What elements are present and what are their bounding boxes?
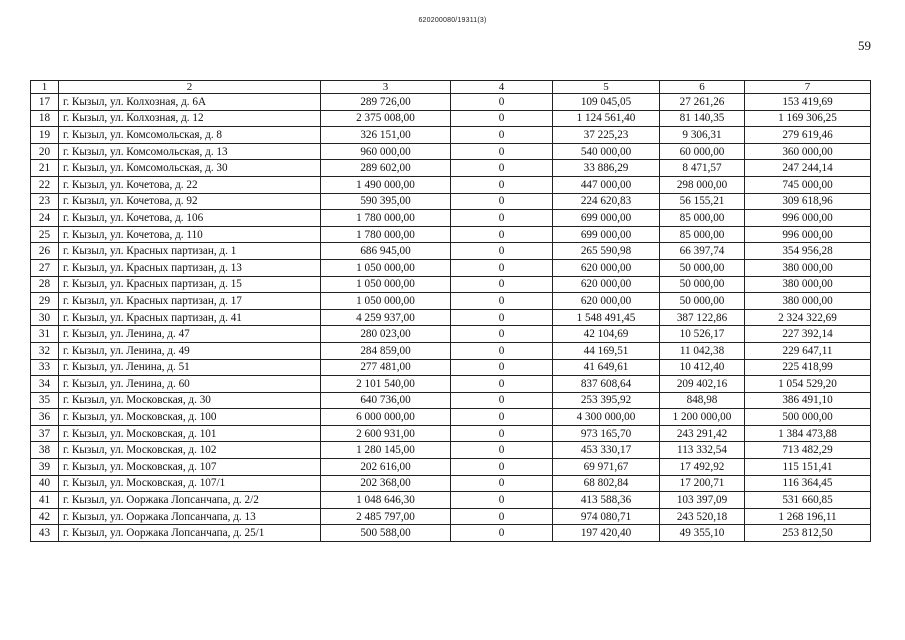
total-cost: 686 945,00	[321, 243, 451, 260]
address: г. Кызыл, ул. Ленина, д. 47	[59, 326, 321, 343]
column-6-value: 209 402,16	[660, 376, 745, 393]
column-5-value: 197 420,40	[553, 525, 660, 542]
column-7-value: 229 647,11	[745, 342, 871, 359]
table-row	[31, 176, 871, 193]
column-4-value: 0	[451, 409, 553, 426]
column-5-value: 253 395,92	[553, 392, 660, 409]
total-cost: 280 023,00	[321, 326, 451, 343]
column-6-value: 85 000,00	[660, 210, 745, 227]
row-number: 37	[31, 425, 59, 442]
address: г. Кызыл, ул. Ленина, д. 60	[59, 376, 321, 393]
address: г. Кызыл, ул. Кочетова, д. 106	[59, 210, 321, 227]
column-5-value: 33 886,29	[553, 160, 660, 177]
column-6-value: 60 000,00	[660, 143, 745, 160]
address: г. Кызыл, ул. Ленина, д. 51	[59, 359, 321, 376]
column-5-value: 68 802,84	[553, 475, 660, 492]
address: г. Кызыл, ул. Колхозная, д. 6А	[59, 94, 321, 111]
column-7-value: 380 000,00	[745, 293, 871, 310]
total-cost: 2 600 931,00	[321, 425, 451, 442]
table-row	[31, 508, 871, 525]
total-cost: 640 736,00	[321, 392, 451, 409]
column-5-value: 69 971,67	[553, 459, 660, 476]
header-row	[31, 81, 871, 94]
table-row	[31, 276, 871, 293]
column-5-value: 453 330,17	[553, 442, 660, 459]
column-5-value: 1 548 491,45	[553, 309, 660, 326]
column-4-value: 0	[451, 525, 553, 542]
column-5-value: 265 590,98	[553, 243, 660, 260]
row-number: 19	[31, 127, 59, 144]
table-row	[31, 342, 871, 359]
column-5-value: 974 080,71	[553, 508, 660, 525]
column-7-value: 1 268 196,11	[745, 508, 871, 525]
column-7-value: 253 812,50	[745, 525, 871, 542]
column-4-value: 0	[451, 193, 553, 210]
total-cost: 289 726,00	[321, 94, 451, 111]
address: г. Кызыл, ул. Красных партизан, д. 1	[59, 243, 321, 260]
column-header: 6	[660, 81, 745, 94]
column-5-value: 540 000,00	[553, 143, 660, 160]
table-row	[31, 459, 871, 476]
column-5-value: 699 000,00	[553, 210, 660, 227]
column-7-value: 153 419,69	[745, 94, 871, 111]
column-5-value: 447 000,00	[553, 176, 660, 193]
column-6-value: 50 000,00	[660, 293, 745, 310]
column-6-value: 50 000,00	[660, 276, 745, 293]
column-7-value: 225 418,99	[745, 359, 871, 376]
table-row	[31, 525, 871, 542]
row-number: 24	[31, 210, 59, 227]
column-4-value: 0	[451, 210, 553, 227]
column-header: 1	[31, 81, 59, 94]
column-5-value: 620 000,00	[553, 276, 660, 293]
document-id: 620200080/19311(3)	[418, 17, 487, 24]
total-cost: 6 000 000,00	[321, 409, 451, 426]
address: г. Кызыл, ул. Ооржака Лопсанчапа, д. 25/1	[59, 525, 321, 542]
address: г. Кызыл, ул. Московская, д. 101	[59, 425, 321, 442]
column-7-value: 996 000,00	[745, 226, 871, 243]
row-number: 35	[31, 392, 59, 409]
column-4-value: 0	[451, 127, 553, 144]
total-cost: 284 859,00	[321, 342, 451, 359]
total-cost: 1 780 000,00	[321, 226, 451, 243]
column-5-value: 620 000,00	[553, 259, 660, 276]
table-row	[31, 425, 871, 442]
table-row	[31, 359, 871, 376]
column-7-value: 279 619,46	[745, 127, 871, 144]
table-row	[31, 127, 871, 144]
row-number: 43	[31, 525, 59, 542]
total-cost: 960 000,00	[321, 143, 451, 160]
address: г. Кызыл, ул. Московская, д. 30	[59, 392, 321, 409]
column-7-value: 1 384 473,88	[745, 425, 871, 442]
total-cost: 277 481,00	[321, 359, 451, 376]
column-5-value: 973 165,70	[553, 425, 660, 442]
column-6-value: 8 471,57	[660, 160, 745, 177]
column-7-value: 354 956,28	[745, 243, 871, 260]
column-7-value: 360 000,00	[745, 143, 871, 160]
column-4-value: 0	[451, 94, 553, 111]
address: г. Кызыл, ул. Московская, д. 107/1	[59, 475, 321, 492]
column-5-value: 37 225,23	[553, 127, 660, 144]
column-7-value: 713 482,29	[745, 442, 871, 459]
column-7-value: 380 000,00	[745, 259, 871, 276]
address: г. Кызыл, ул. Московская, д. 100	[59, 409, 321, 426]
column-6-value: 9 306,31	[660, 127, 745, 144]
column-5-value: 42 104,69	[553, 326, 660, 343]
column-4-value: 0	[451, 110, 553, 127]
column-7-value: 386 491,10	[745, 392, 871, 409]
column-7-value: 227 392,14	[745, 326, 871, 343]
column-4-value: 0	[451, 259, 553, 276]
address: г. Кызыл, ул. Кочетова, д. 110	[59, 226, 321, 243]
total-cost: 1 050 000,00	[321, 293, 451, 310]
row-number: 26	[31, 243, 59, 260]
row-number: 39	[31, 459, 59, 476]
column-4-value: 0	[451, 160, 553, 177]
column-7-value: 1 054 529,20	[745, 376, 871, 393]
column-4-value: 0	[451, 376, 553, 393]
table-row	[31, 475, 871, 492]
table-row	[31, 226, 871, 243]
column-6-value: 387 122,86	[660, 309, 745, 326]
data-table	[30, 80, 871, 542]
column-6-value: 85 000,00	[660, 226, 745, 243]
column-6-value: 17 492,92	[660, 459, 745, 476]
total-cost: 1 280 145,00	[321, 442, 451, 459]
column-6-value: 10 412,40	[660, 359, 745, 376]
column-4-value: 0	[451, 508, 553, 525]
row-number: 18	[31, 110, 59, 127]
total-cost: 1 050 000,00	[321, 276, 451, 293]
address: г. Кызыл, ул. Ооржака Лопсанчапа, д. 2/2	[59, 492, 321, 509]
column-4-value: 0	[451, 492, 553, 509]
column-7-value: 996 000,00	[745, 210, 871, 227]
row-number: 41	[31, 492, 59, 509]
row-number: 22	[31, 176, 59, 193]
table-row	[31, 210, 871, 227]
address: г. Кызыл, ул. Комсомольская, д. 8	[59, 127, 321, 144]
row-number: 40	[31, 475, 59, 492]
total-cost: 2 485 797,00	[321, 508, 451, 525]
address: г. Кызыл, ул. Красных партизан, д. 13	[59, 259, 321, 276]
column-7-value: 745 000,00	[745, 176, 871, 193]
column-6-value: 103 397,09	[660, 492, 745, 509]
total-cost: 500 588,00	[321, 525, 451, 542]
column-4-value: 0	[451, 176, 553, 193]
table-row	[31, 160, 871, 177]
row-number: 23	[31, 193, 59, 210]
column-6-value: 243 520,18	[660, 508, 745, 525]
address: г. Кызыл, ул. Кочетова, д. 22	[59, 176, 321, 193]
total-cost: 202 616,00	[321, 459, 451, 476]
table-row	[31, 143, 871, 160]
column-4-value: 0	[451, 326, 553, 343]
address: г. Кызыл, ул. Красных партизан, д. 41	[59, 309, 321, 326]
table-row	[31, 326, 871, 343]
row-number: 34	[31, 376, 59, 393]
column-7-value: 247 244,14	[745, 160, 871, 177]
total-cost: 2 375 008,00	[321, 110, 451, 127]
total-cost: 1 050 000,00	[321, 259, 451, 276]
column-6-value: 50 000,00	[660, 259, 745, 276]
column-4-value: 0	[451, 459, 553, 476]
row-number: 33	[31, 359, 59, 376]
column-5-value: 4 300 000,00	[553, 409, 660, 426]
table-row	[31, 442, 871, 459]
total-cost: 1 048 646,30	[321, 492, 451, 509]
row-number: 20	[31, 143, 59, 160]
column-6-value: 113 332,54	[660, 442, 745, 459]
table-row	[31, 309, 871, 326]
column-6-value: 298 000,00	[660, 176, 745, 193]
column-6-value: 81 140,35	[660, 110, 745, 127]
row-number: 36	[31, 409, 59, 426]
column-7-value: 115 151,41	[745, 459, 871, 476]
row-number: 30	[31, 309, 59, 326]
column-4-value: 0	[451, 359, 553, 376]
column-6-value: 1 200 000,00	[660, 409, 745, 426]
total-cost: 2 101 540,00	[321, 376, 451, 393]
address: г. Кызыл, ул. Комсомольская, д. 13	[59, 143, 321, 160]
column-4-value: 0	[451, 342, 553, 359]
column-header: 7	[745, 81, 871, 94]
row-number: 31	[31, 326, 59, 343]
column-6-value: 49 355,10	[660, 525, 745, 542]
column-5-value: 620 000,00	[553, 293, 660, 310]
row-number: 27	[31, 259, 59, 276]
column-6-value: 27 261,26	[660, 94, 745, 111]
address: г. Кызыл, ул. Колхозная, д. 12	[59, 110, 321, 127]
table-row	[31, 293, 871, 310]
address: г. Кызыл, ул. Кочетова, д. 92	[59, 193, 321, 210]
table-row	[31, 259, 871, 276]
table-row	[31, 392, 871, 409]
column-4-value: 0	[451, 475, 553, 492]
column-5-value: 1 124 561,40	[553, 110, 660, 127]
table-row	[31, 409, 871, 426]
row-number: 17	[31, 94, 59, 111]
column-5-value: 413 588,36	[553, 492, 660, 509]
column-4-value: 0	[451, 293, 553, 310]
column-7-value: 309 618,96	[745, 193, 871, 210]
total-cost: 202 368,00	[321, 475, 451, 492]
total-cost: 289 602,00	[321, 160, 451, 177]
column-5-value: 109 045,05	[553, 94, 660, 111]
address: г. Кызыл, ул. Московская, д. 102	[59, 442, 321, 459]
table-row	[31, 94, 871, 111]
column-7-value: 500 000,00	[745, 409, 871, 426]
column-4-value: 0	[451, 309, 553, 326]
page-number: 59	[858, 38, 871, 53]
column-header: 2	[59, 81, 321, 94]
column-7-value: 2 324 322,69	[745, 309, 871, 326]
column-5-value: 837 608,64	[553, 376, 660, 393]
address: г. Кызыл, ул. Московская, д. 107	[59, 459, 321, 476]
column-4-value: 0	[451, 243, 553, 260]
row-number: 32	[31, 342, 59, 359]
column-6-value: 848,98	[660, 392, 745, 409]
table-row	[31, 492, 871, 509]
column-7-value: 1 169 306,25	[745, 110, 871, 127]
column-header: 3	[321, 81, 451, 94]
column-4-value: 0	[451, 276, 553, 293]
row-number: 25	[31, 226, 59, 243]
column-5-value: 224 620,83	[553, 193, 660, 210]
table-row	[31, 110, 871, 127]
column-6-value: 66 397,74	[660, 243, 745, 260]
row-number: 29	[31, 293, 59, 310]
total-cost: 590 395,00	[321, 193, 451, 210]
table-row	[31, 193, 871, 210]
row-number: 42	[31, 508, 59, 525]
column-6-value: 56 155,21	[660, 193, 745, 210]
column-header: 5	[553, 81, 660, 94]
column-4-value: 0	[451, 392, 553, 409]
column-6-value: 243 291,42	[660, 425, 745, 442]
column-4-value: 0	[451, 442, 553, 459]
total-cost: 4 259 937,00	[321, 309, 451, 326]
column-4-value: 0	[451, 226, 553, 243]
row-number: 21	[31, 160, 59, 177]
column-7-value: 380 000,00	[745, 276, 871, 293]
column-6-value: 11 042,38	[660, 342, 745, 359]
total-cost: 326 151,00	[321, 127, 451, 144]
row-number: 28	[31, 276, 59, 293]
address: г. Кызыл, ул. Комсомольская, д. 30	[59, 160, 321, 177]
column-header: 4	[451, 81, 553, 94]
address: г. Кызыл, ул. Ленина, д. 49	[59, 342, 321, 359]
column-4-value: 0	[451, 143, 553, 160]
address: г. Кызыл, ул. Ооржака Лопсанчапа, д. 13	[59, 508, 321, 525]
table-row	[31, 376, 871, 393]
column-7-value: 116 364,45	[745, 475, 871, 492]
column-4-value: 0	[451, 425, 553, 442]
total-cost: 1 780 000,00	[321, 210, 451, 227]
column-6-value: 17 200,71	[660, 475, 745, 492]
column-6-value: 10 526,17	[660, 326, 745, 343]
column-5-value: 41 649,61	[553, 359, 660, 376]
address: г. Кызыл, ул. Красных партизан, д. 17	[59, 293, 321, 310]
column-7-value: 531 660,85	[745, 492, 871, 509]
row-number: 38	[31, 442, 59, 459]
total-cost: 1 490 000,00	[321, 176, 451, 193]
column-5-value: 699 000,00	[553, 226, 660, 243]
column-5-value: 44 169,51	[553, 342, 660, 359]
table-row	[31, 243, 871, 260]
address: г. Кызыл, ул. Красных партизан, д. 15	[59, 276, 321, 293]
